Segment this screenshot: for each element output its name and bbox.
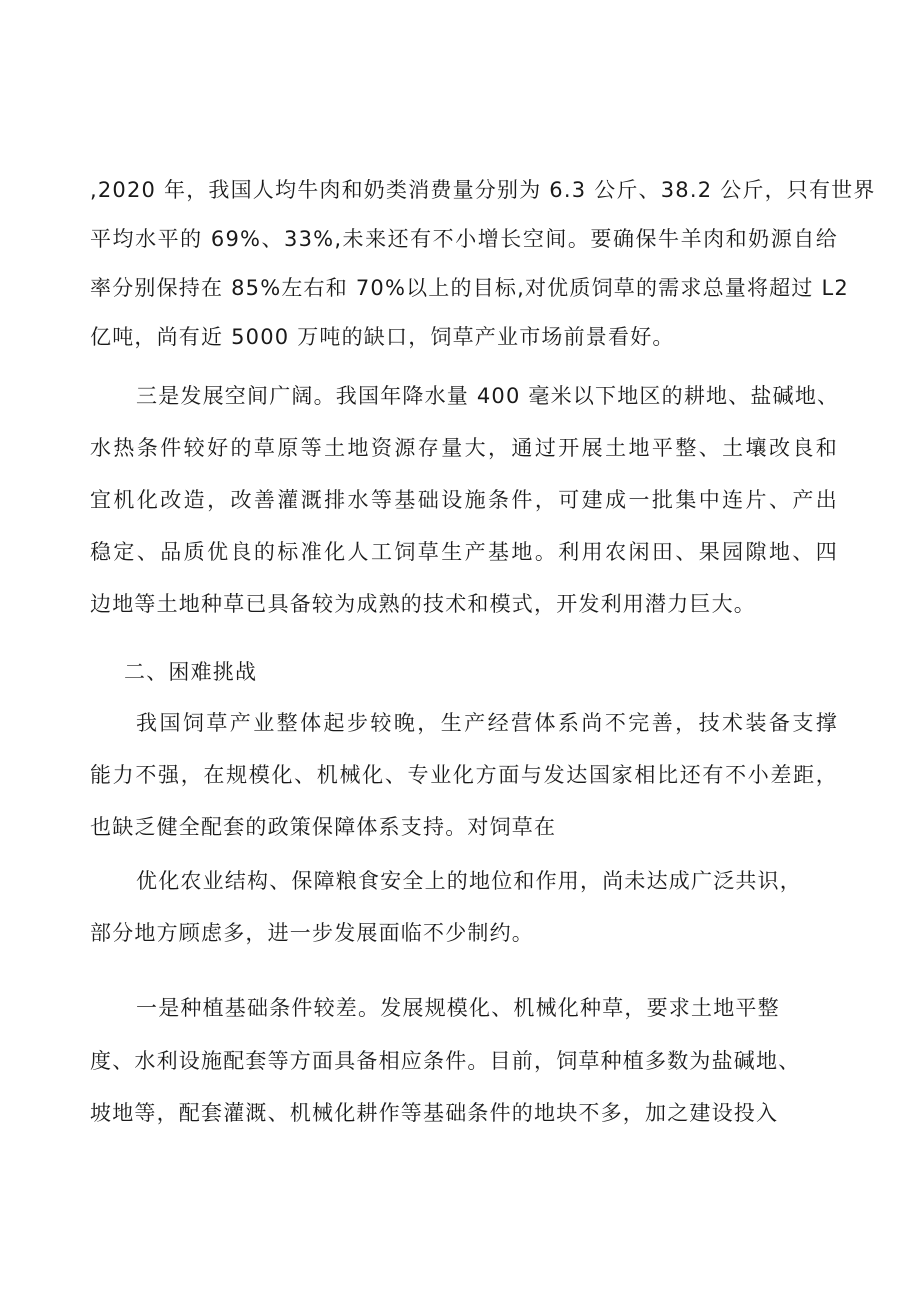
text-line-11: 我国饲草产业整体起步较晚，生产经营体系尚不完善，技术装备支撑 [136,711,838,735]
section-heading: 二、困难挑战 [124,660,258,684]
text-line-14: 优化农业结构、保障粮食安全上的地位和作用，尚未达成广泛共识， [136,869,802,893]
text-line-9: 边地等土地种草已具备较为成熟的技术和模式，开发利用潜力巨大。 [90,592,756,616]
text-line-18: 坡地等，配套灌溉、机械化耕作等基础条件的地块不多，加之建设投入 [90,1101,779,1125]
text-line-16: 一是种植基础条件较差。发展规模化、机械化种草，要求土地平整 [136,996,780,1020]
text-line-3: 率分别保持在 85%左右和 70%以上的目标,对优质饲草的需求总量将超过 L2 [90,276,849,300]
text-line-13: 也缺乏健全配套的政策保障体系支持。对饲草在 [90,815,557,839]
text-line-6: 水热条件较好的草原等土地资源存量大，通过开展土地平整、土壤改良和 [90,436,838,460]
text-line-7: 宜机化改造，改善灌溉排水等基础设施条件，可建成一批集中连片、产出 [90,488,838,512]
text-line-8: 稳定、品质优良的标准化人工饲草生产基地。利用农闲田、果园隙地、四 [90,540,838,564]
text-line-1: ,2020 年，我国人均牛肉和奶类消费量分别为 6.3 公斤、38.2 公斤，只有世界 [90,178,876,202]
text-line-12: 能力不强，在规模化、机械化、专业化方面与发达国家相比还有不小差距， [90,763,838,787]
text-line-15: 部分地方顾虑多，进一步发展面临不少制约。 [90,921,534,945]
text-line-17: 度、水利设施配套等方面具备相应条件。目前，饲草种植多数为盐碱地、 [90,1049,801,1073]
text-line-4: 亿吨，尚有近 5000 万吨的缺口，饲草产业市场前景看好。 [90,325,675,349]
text-line-5: 三是发展空间广阔。我国年降水量 400 毫米以下地区的耕地、盐碱地、 [136,384,840,408]
text-line-2: 平均水平的 69%、33%,未来还有不小增长空间。要确保牛羊肉和奶源自给 [90,227,838,251]
